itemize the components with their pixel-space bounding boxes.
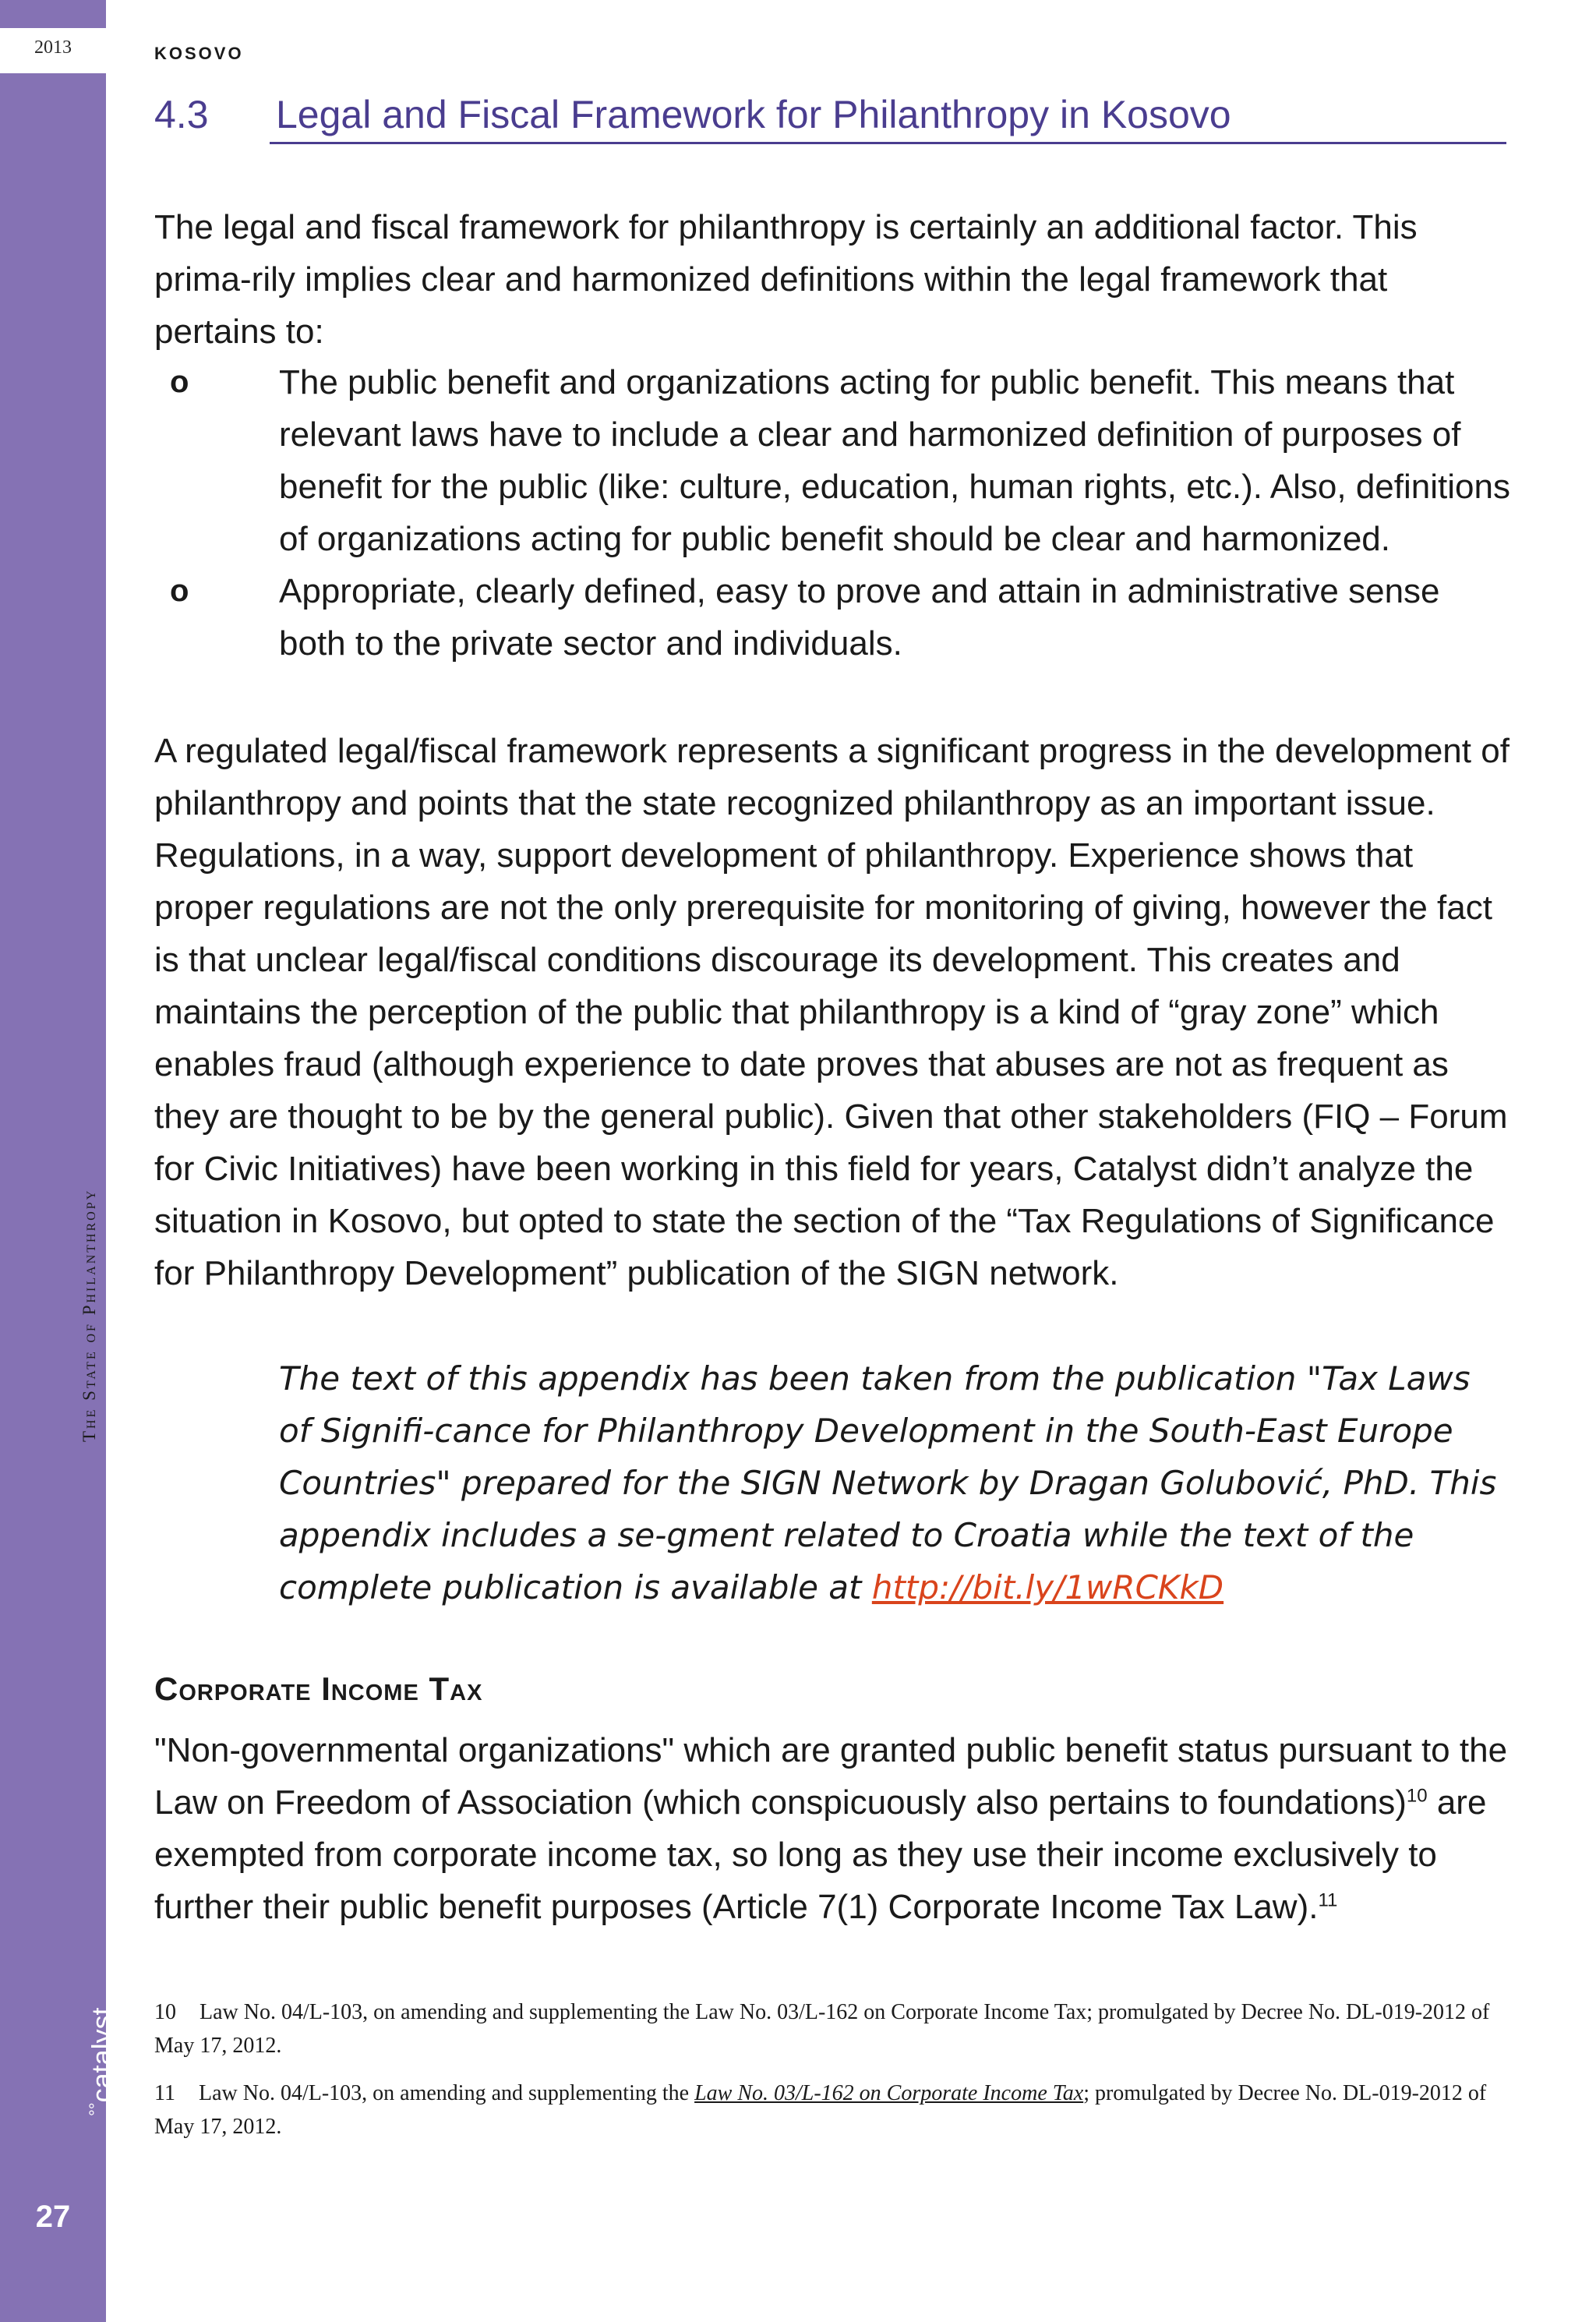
main-paragraph: A regulated legal/fiscal framework represents a significant progress in the development of philanthropy and points that the state recognized philanthropy as an important issue. Regulations, in a way, support development of philanthropy. Experience shows that proper regulations are not the only prerequisite for monitoring of giving, however the fact is that unclear legal/fiscal conditions discourage its development. This creates and maintains the perception of the public that philanthropy is a kind of “gray zone” which enables fraud (although experience to date proves that abuses are not as frequent as they are thought to be by the general public). Given that other stakeholders (FIQ – Forum for Civic Initiatives) have been working in this field for years, Catalyst didn’t analyze the situation in Kosovo, but opted to state the section of the “Tax Regulations of Significance for Philanthropy Development” publication of the SIGN network. — [154, 732, 1509, 1292]
section-number: 4.3 — [154, 93, 209, 136]
footnote-ref-11[interactable]: 11 — [1318, 1889, 1338, 1911]
footnote-number: 10 — [154, 2000, 176, 2024]
list-item — [154, 565, 1510, 670]
bullet-list — [154, 356, 1510, 670]
bullet-marker: o — [170, 365, 189, 399]
footnote-number: 11 — [154, 2081, 175, 2105]
corporate-tax-paragraph — [154, 1724, 1510, 1933]
bullet-marker: o — [170, 574, 189, 608]
bullet-text: The public benefit and organizations acting for public benefit. This means that relevant laws have to include a clear and harmonized definition of purposes of benefit for the public (like: culture, education, human rights, etc.). Also, definitions of organizations acting for public benefit should be clear and harmonized. — [279, 363, 1510, 558]
page-number: 27 — [35, 2200, 71, 2234]
section-heading — [154, 92, 1506, 150]
year-label: 2013 — [34, 37, 72, 58]
corporate-income-tax-heading: Corporate Income Tax — [154, 1670, 483, 1707]
catalyst-logo — [86, 2007, 118, 2116]
logo-text: catalyst — [86, 2007, 118, 2103]
section-title: Legal and Fiscal Framework for Philanthropy in Kosovo — [276, 93, 1231, 136]
publication-link[interactable]: http://bit.ly/1wRCKkD — [871, 1568, 1224, 1606]
footnote-text-after: ; promulgated by Decree No. DL-019-2012 of May 17, 2012. — [154, 2081, 1487, 2139]
sidebar — [0, 0, 106, 2322]
law-link[interactable]: Law No. 03/L-162 on Corporate Income Tax — [694, 2081, 1084, 2105]
footnote-10 — [154, 1995, 1510, 2062]
footnote-text-before: Law No. 04/L-103, on amending and supplementing the — [198, 2081, 695, 2105]
publication-title: The State of Philanthropy — [79, 1188, 99, 1442]
appendix-note-text: The text of this appendix has been taken from the publication "Tax Laws of Signifi-cance for Philanthropy Development in the South-East Europe Countries" prepared for the SIGN Network by Dragan Golubović, PhD. This appendix includes a se-gment related to Croatia while the text of the complete publication is available at — [279, 1359, 1497, 1606]
corporate-tax-text-2: are exempted from corporate income tax, so long as they use their income exclusively to further their public benefit purposes (Article 7(1) Corporate Income Tax Law). — [154, 1783, 1487, 1926]
logo-dots: °° — [86, 2102, 105, 2116]
bullet-text: Appropriate, clearly defined, easy to prove and attain in administrative sense both to the private sector and individuals. — [279, 572, 1440, 663]
section-underline — [270, 142, 1506, 144]
footnote-ref-10[interactable]: 10 — [1406, 1785, 1428, 1807]
corporate-tax-text-1: "Non-governmental organizations" which are granted public benefit status pursuant to the Law on Freedom of Association (which conspicuously also pertains to foundations) — [154, 1731, 1508, 1822]
intro-paragraph: The legal and fiscal framework for philanthropy is certainly an additional factor. This prima-rily implies clear and harmonized definitions within the legal framework that pertains to: — [154, 208, 1418, 351]
footnote-text: Law No. 04/L-103, on amending and supplementing the Law No. 03/L-162 on Corporate Income Tax; promulgated by Decree No. DL-019-2012 of May 17, 2012. — [154, 2000, 1490, 2058]
list-item — [154, 356, 1510, 565]
footnote-11 — [154, 2076, 1510, 2144]
appendix-note — [279, 1352, 1510, 1613]
running-header: KOSOVO — [154, 44, 244, 63]
